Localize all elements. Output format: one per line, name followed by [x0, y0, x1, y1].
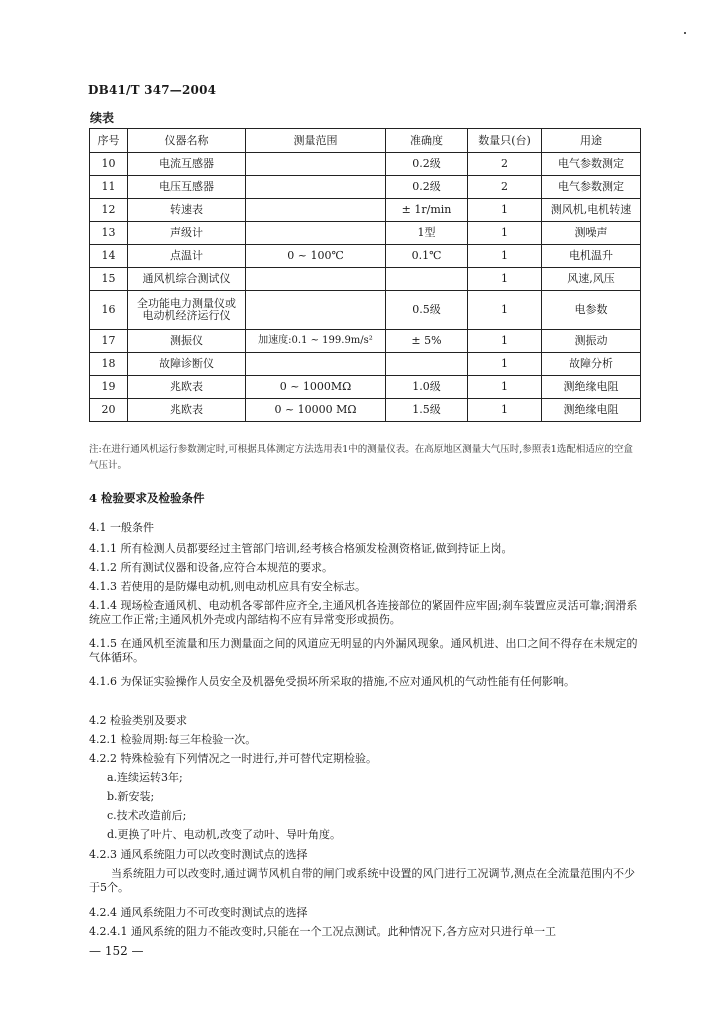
section-heading-4-1: 4.1 一般条件 [89, 521, 154, 534]
table-row [90, 176, 641, 199]
cell-name: 电压互感器 [128, 176, 246, 199]
cell-seq: 19 [90, 376, 128, 399]
cell-seq: 20 [90, 399, 128, 422]
section-heading-4-2: 4.2 检验类别及要求 [89, 714, 187, 727]
table-row [90, 399, 641, 422]
cell-seq: 18 [90, 353, 128, 376]
cell-purpose: 测绝缘电阻 [542, 399, 641, 422]
cell-quantity: 2 [468, 153, 542, 176]
section-heading-4: 4 检验要求及检验条件 [89, 491, 205, 505]
cell-purpose: 电机温升 [542, 245, 641, 268]
clause-4-2-2: 4.2.2 特殊检验有下列情况之一时进行,并可替代定期检验。 [89, 752, 377, 765]
cell-accuracy: 1.5级 [386, 399, 468, 422]
cell-seq: 13 [90, 222, 128, 245]
clause-4-1-6: 4.1.6 为保证实验操作人员安全及机器免受损坏所采取的措施,不应对通风机的气动性能有任何影响。 [89, 675, 575, 688]
cell-accuracy: 0.2级 [386, 176, 468, 199]
list-item-a: a.连续运转3年; [107, 771, 183, 784]
cell-quantity: 1 [468, 199, 542, 222]
continued-table-label: 续表 [90, 111, 115, 125]
cell-range [246, 199, 386, 222]
cell-purpose: 测风机,电机转速 [542, 199, 641, 222]
cell-range: 0 ~ 100℃ [246, 245, 386, 268]
instrument-table [89, 128, 641, 422]
cell-range [246, 222, 386, 245]
cell-quantity: 1 [468, 222, 542, 245]
table-footnote: 注:在进行通风机运行参数测定时,可根据具体测定方法选用表1中的测量仪表。在高原地区测量大气压时,参照表1选配相适应的空盒气压计。 [89, 444, 633, 471]
cell-range [246, 176, 386, 199]
header-purpose: 用途 [542, 129, 641, 153]
table-row [90, 268, 641, 291]
cell-purpose: 电参数 [542, 291, 641, 330]
cell-accuracy: ± 1r/min [386, 199, 468, 222]
cell-quantity: 1 [468, 399, 542, 422]
clause-4-2-1: 4.2.1 检验周期:每三年检验一次。 [89, 733, 257, 746]
cell-purpose: 测绝缘电阻 [542, 376, 641, 399]
table-row [90, 153, 641, 176]
clause-4-2-4-1: 4.2.4.1 通风系统的阻力不能改变时,只能在一个工况点测试。此种情况下,各方应对只进行单一工 [89, 925, 556, 938]
scan-speck [684, 32, 686, 34]
clause-4-1-5: 4.1.5 在通风机至流量和压力测量面之间的风道应无明显的内外漏风现象。通风机进、出口之间不得存在未规定的气体循环。 [89, 637, 638, 664]
cell-accuracy: 1型 [386, 222, 468, 245]
list-item-c: c.技术改造前后; [107, 809, 187, 822]
cell-accuracy: 0.1℃ [386, 245, 468, 268]
clause-4-1-3: 4.1.3 若使用的是防爆电动机,则电动机应具有安全标志。 [89, 580, 366, 593]
standard-code: DB41/T 347—2004 [88, 83, 217, 97]
cell-name: 兆欧表 [128, 399, 246, 422]
cell-seq: 15 [90, 268, 128, 291]
cell-accuracy: 0.5级 [386, 291, 468, 330]
cell-seq: 14 [90, 245, 128, 268]
cell-quantity: 1 [468, 268, 542, 291]
table-row [90, 245, 641, 268]
header-seq: 序号 [90, 129, 128, 153]
cell-name: 故障诊断仪 [128, 353, 246, 376]
cell-quantity: 1 [468, 376, 542, 399]
cell-range [246, 153, 386, 176]
cell-name: 兆欧表 [128, 376, 246, 399]
cell-purpose: 电气参数测定 [542, 176, 641, 199]
table-row [90, 330, 641, 353]
cell-name: 点温计 [128, 245, 246, 268]
cell-seq: 11 [90, 176, 128, 199]
cell-purpose: 测噪声 [542, 222, 641, 245]
cell-quantity: 1 [468, 291, 542, 330]
cell-range: 0 ~ 1000MΩ [246, 376, 386, 399]
table-header-row [90, 129, 641, 153]
clause-4-2-4: 4.2.4 通风系统阻力不可改变时测试点的选择 [89, 906, 308, 919]
cell-seq: 17 [90, 330, 128, 353]
cell-name: 转速表 [128, 199, 246, 222]
table-row [90, 376, 641, 399]
cell-quantity: 1 [468, 330, 542, 353]
cell-range [246, 291, 386, 330]
table-row [90, 199, 641, 222]
cell-seq: 12 [90, 199, 128, 222]
cell-purpose: 电气参数测定 [542, 153, 641, 176]
clause-4-2-3-body: 当系统阻力可以改变时,通过调节风机自带的闸门或系统中设置的风门进行工况调节,测点在全流量范围内不少于5个。 [89, 867, 635, 894]
cell-purpose: 风速,风压 [542, 268, 641, 291]
cell-name: 全功能电力测量仪或电动机经济运行仪 [128, 291, 246, 330]
cell-quantity: 1 [468, 245, 542, 268]
clause-4-2-3: 4.2.3 通风系统阻力可以改变时测试点的选择 [89, 848, 308, 861]
table-row [90, 353, 641, 376]
cell-quantity: 1 [468, 353, 542, 376]
cell-accuracy [386, 353, 468, 376]
cell-name: 声级计 [128, 222, 246, 245]
clause-4-1-4: 4.1.4 现场检查通风机、电动机各零部件应齐全,主通风机各连接部位的紧固件应牢固;刹车装置应灵活可靠;润滑系统应工作正常;主通风机外壳或内部结构不应有异常变形或损伤。 [89, 599, 638, 626]
list-item-b: b.新安装; [107, 790, 155, 803]
clause-4-1-2: 4.1.2 所有测试仪器和设备,应符合本规范的要求。 [89, 561, 333, 574]
cell-range: 0 ~ 10000 MΩ [246, 399, 386, 422]
header-quantity: 数量只(台) [468, 129, 542, 153]
cell-accuracy [386, 268, 468, 291]
header-instrument-name: 仪器名称 [128, 129, 246, 153]
page-number: — 152 — [89, 944, 144, 958]
cell-name: 通风机综合测试仪 [128, 268, 246, 291]
list-item-d: d.更换了叶片、电动机,改变了动叶、导叶角度。 [107, 828, 342, 841]
cell-purpose: 测振动 [542, 330, 641, 353]
cell-accuracy: ± 5% [386, 330, 468, 353]
cell-quantity: 2 [468, 176, 542, 199]
cell-range [246, 353, 386, 376]
cell-name: 电流互感器 [128, 153, 246, 176]
cell-accuracy: 1.0级 [386, 376, 468, 399]
table-row [90, 291, 641, 330]
cell-range [246, 268, 386, 291]
header-range: 测量范围 [246, 129, 386, 153]
cell-name: 测振仪 [128, 330, 246, 353]
cell-purpose: 故障分析 [542, 353, 641, 376]
clause-4-1-1: 4.1.1 所有检测人员都要经过主管部门培训,经考核合格颁发检测资格证,做到持证上岗。 [89, 542, 513, 555]
cell-seq: 16 [90, 291, 128, 330]
cell-seq: 10 [90, 153, 128, 176]
cell-range: 加速度:0.1 ~ 199.9m/s² [246, 330, 386, 353]
table-row [90, 222, 641, 245]
cell-accuracy: 0.2级 [386, 153, 468, 176]
header-accuracy: 准确度 [386, 129, 468, 153]
